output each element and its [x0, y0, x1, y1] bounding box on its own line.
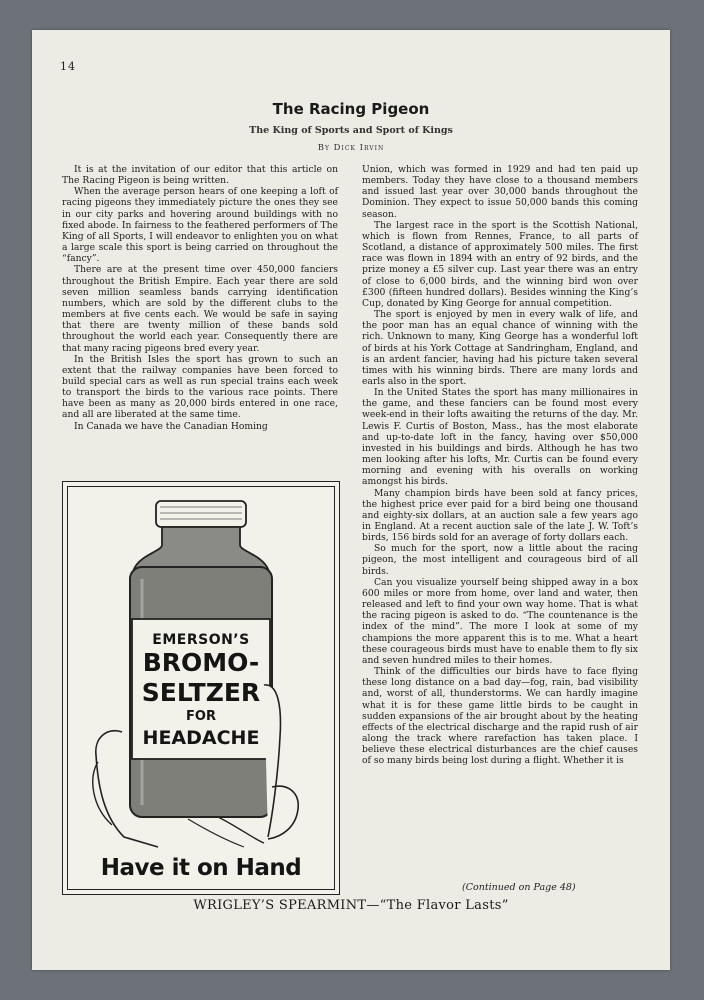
paragraph: The sport is enjoyed by men in every walk of life, and the poor man has an equal chance of winning with the rich. Unknown to many, King George has a wonderful loft of birds at his York Cottage at Sandringham, England, and is an ardent fancier, having had his picture taken several times with his winning birds. There are many lords and earls also in the sport. — [362, 309, 638, 387]
paragraph: In the British Isles the sport has grown to such an extent that the railway companies have been forced to build special cars as well as run special trains each week to transport the birds to the various race points. There have been as many as 20,000 birds entered in one race, and all are liberated at the same time. — [62, 353, 338, 421]
page-number: 14 — [60, 60, 76, 73]
ad-tagline: Have it on Hand — [100, 855, 302, 881]
paragraph: When the average person hears of one keeping a loft of racing pigeons they immediately picture the ones they see in our city parks and hovering around buildings with no fixed abode. In fairness to the feathered performers of The King of all Sports, I will endeavor to enlighten you on what a large scale this sport is being carried on throughout the “fancy”. — [62, 186, 338, 265]
ad-brand-line: SELTZER — [141, 678, 261, 707]
bottle-neck — [134, 527, 268, 569]
ad-brand-line: HEADACHE — [142, 727, 260, 749]
article-subtitle: The King of Sports and Sport of Kings — [249, 125, 453, 136]
paragraph: Many champion birds have been sold at fancy prices, the highest price ever paid for a bird being one thousand and eighty-six dollars, at an auction sale a few years ago in England. At a recent auction sale of the late J. W. Toft’s birds, 156 birds sold for an average of forty dollars each. — [362, 487, 638, 544]
paragraph: Can you visualize yourself being shipped away in a box 600 miles or more from home, over land and water, then released and left to find your own way home. That is what the racing pigeon is asked to do. “The countenance is the index of the mind”. The more I look at some of my champions the more apparent this is to me. What a heart these courageous birds must have to enable them to fly six and seven hundred miles to their homes. — [362, 576, 638, 666]
paragraph: It is at the invitation of our editor that this article on The Racing Pigeon is being written. — [62, 164, 338, 187]
footer-slogan: WRIGLEY’S SPEARMINT—“The Flavor Lasts” — [193, 898, 509, 913]
paragraph: In Canada we have the Canadian Homing — [74, 420, 268, 432]
ad-brand-line: FOR — [186, 709, 216, 724]
left-column — [62, 164, 338, 432]
bromo-seltzer-advertisement — [62, 481, 340, 895]
article-title: The Racing Pigeon — [272, 100, 430, 118]
right-column — [362, 164, 638, 766]
magazine-page — [32, 30, 670, 970]
ad-border — [67, 486, 335, 890]
paragraph: So much for the sport, now a little about the racing pigeon, the most intelligent and courageous bird of all birds. — [362, 543, 638, 577]
ad-brand-line: EMERSON’S — [152, 632, 250, 648]
continued-note: (Continued on Page 48) — [462, 882, 576, 893]
article-byline: By Dick Irvin — [317, 143, 385, 153]
paragraph: In the United States the sport has many millionaires in the game, and these fanciers can be found most every week-end in their lofts awaiting the returns of the day. Mr. Lewis F. Curtis of Boston, Mass., has the most elaborate and up-to-date loft in the fancy, having over $50,000 invested in his buildings and birds. Although he has two men looking after his lofts, Mr. Curtis can be found every morning and evening with his overalls on working amongst his birds. — [362, 387, 638, 488]
bottle-cap — [156, 501, 246, 527]
paragraph: The largest race in the sport is the Scottish National, which is flown from Rennes, France, to all parts of Scotland, a distance of approximately 500 miles. The first race was flown in 1894 with an entry of 92 birds, and the prize money a £5 silver cup. Last year there was an entry of close to 6,000 birds, and the winning bird won over £300 (fifteen hundred dollars). Besides winning the King’s Cup, donated by King George for annual competition. — [362, 219, 638, 309]
paragraph: There are at the present time over 450,000 fanciers throughout the British Empire. Each year there are sold seven million seamless bands carrying identification numbers, which are sold by the different clubs to the members at five cents each. We would be safe in saying that there are twenty million of these bands sold throughout the world each year. Consequently there are that many racing pigeons bred every year. — [62, 264, 338, 354]
paragraph: Union, which was formed in 1929 and had ten paid up members. Today they have close to a thousand members and issued last year over 30,000 bands throughout the Dominion. They expect to issue 50,000 bands this coming season. — [362, 164, 638, 220]
paragraph: Think of the difficulties our birds have to face flying these long distance on a bad day—fog, rain, bad visibility and, worst of all, thunderstorms. We can hardly imagine what it is for these game little birds to be caught in sudden expansions of the air brought about by the heating effects of the electrical discharge and the rapid rush of air along the track where rarefaction has taken place. I believe these electrical disturbances are the chief causes of so many birds being lost during a flight. Whether it is — [362, 666, 638, 767]
ad-brand-line: BROMO- — [142, 648, 260, 677]
